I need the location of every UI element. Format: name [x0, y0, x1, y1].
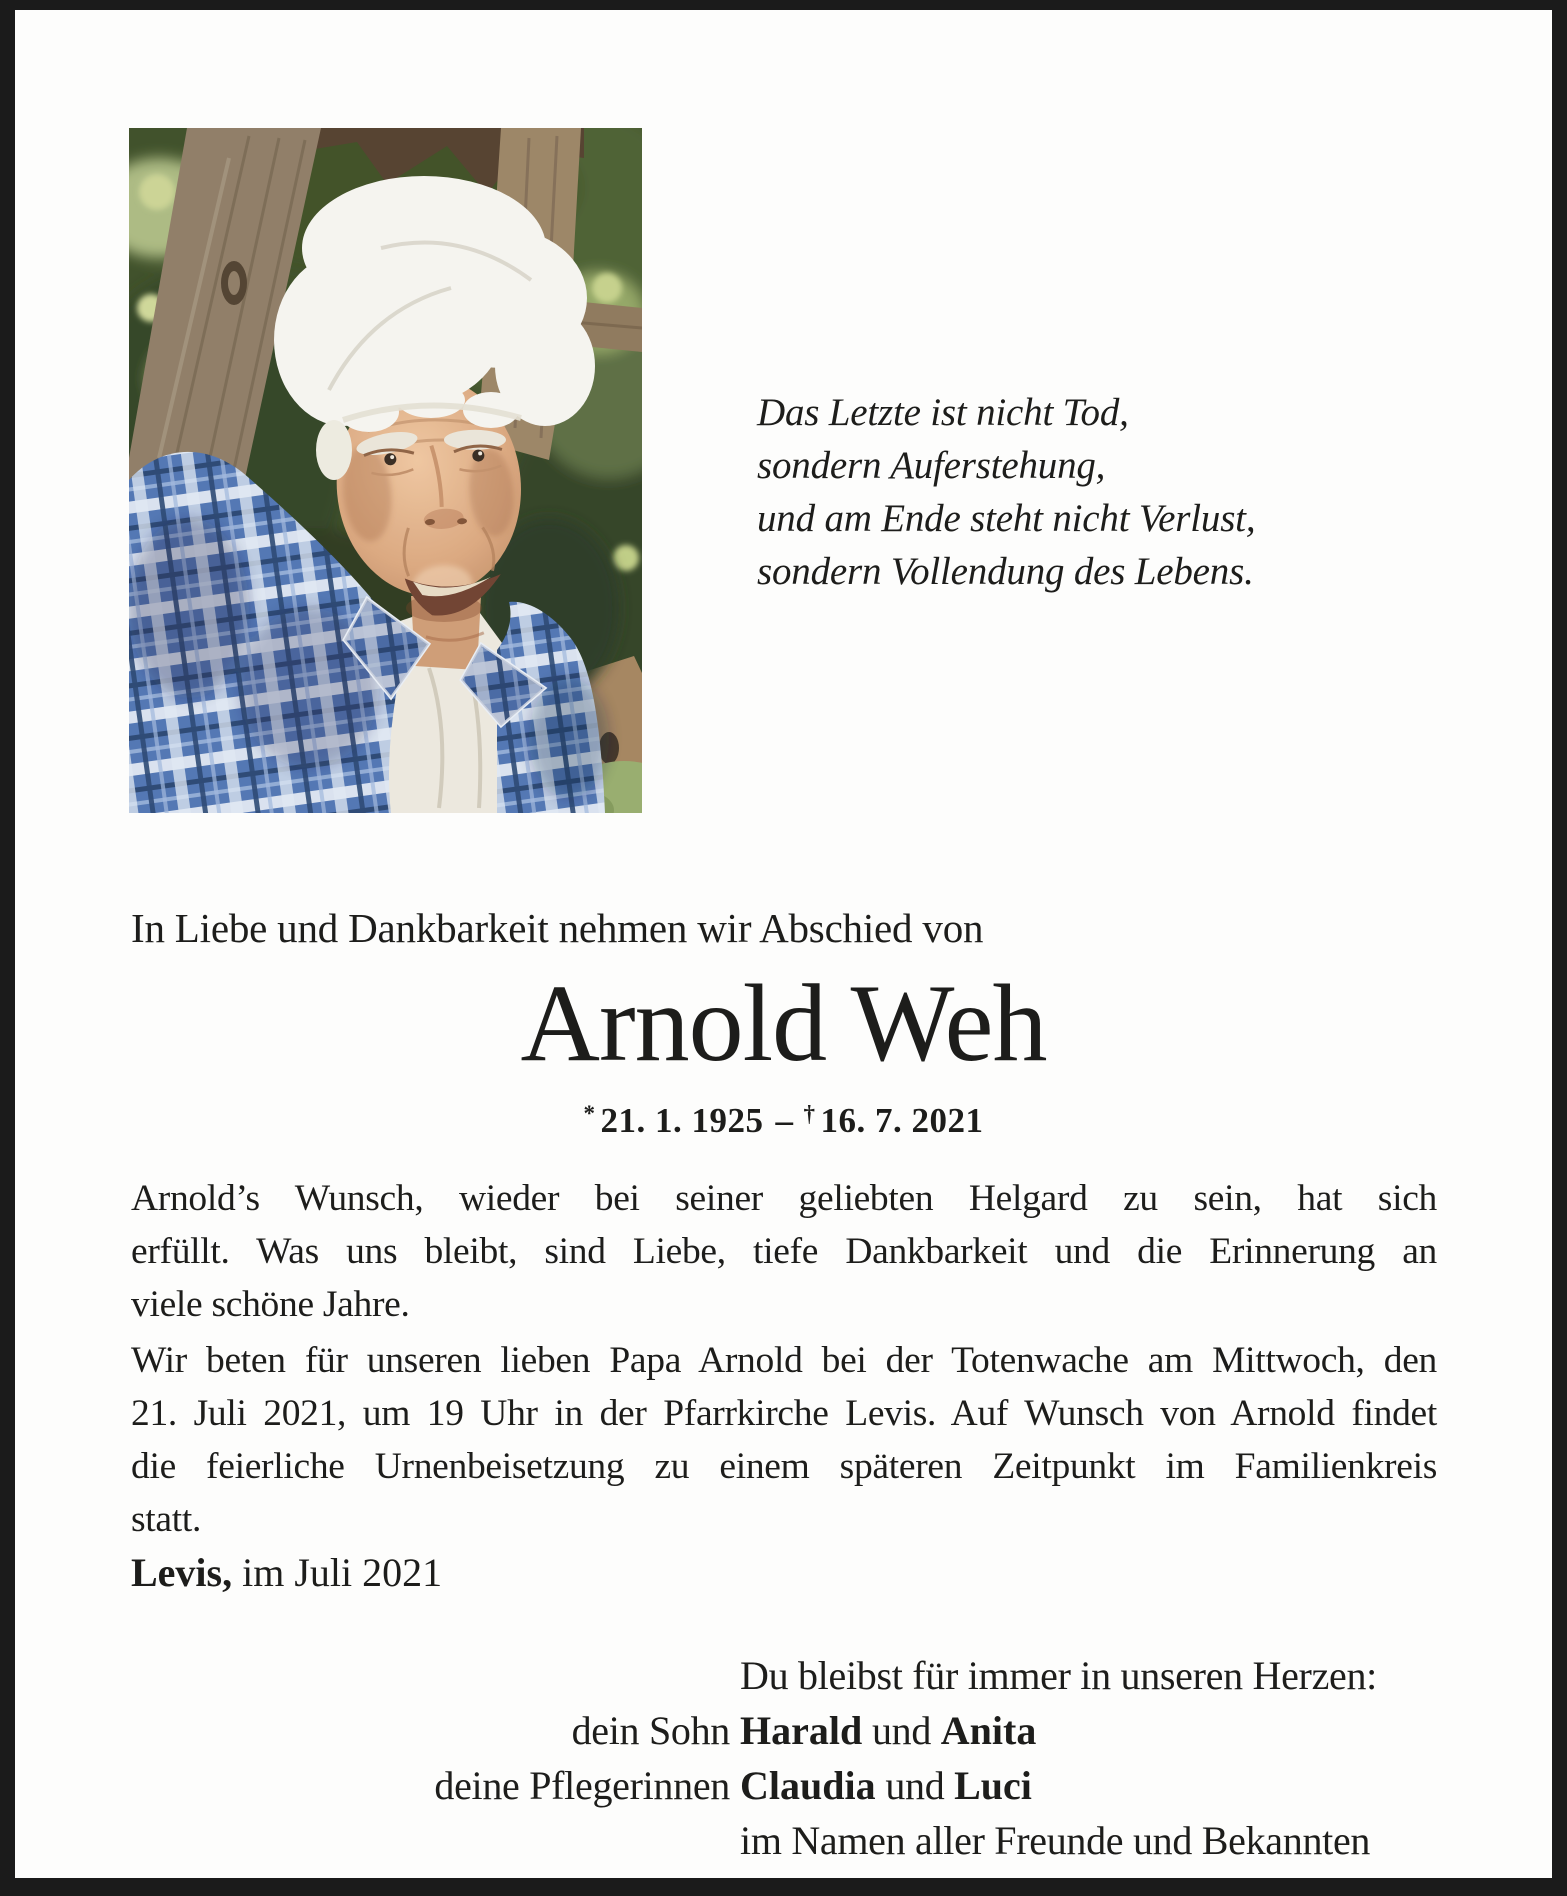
mourner-row: [131, 1758, 1437, 1813]
paragraph-line: erfüllt. Was uns bleibt, sind Liebe, tiefe Dankbarkeit und die Erinnerung an: [131, 1231, 1437, 1272]
quote-line: und am Ende steht nicht Verlust,: [757, 497, 1256, 540]
mourner-name: Luci: [954, 1763, 1032, 1808]
closing-heading-row: [131, 1648, 1437, 1703]
place-name: Levis,: [131, 1550, 233, 1595]
birth-date: 21. 1. 1925: [600, 1101, 764, 1140]
closing-footer-row: [131, 1813, 1437, 1868]
paragraph-line: die feierliche Urnenbeisetzung zu einem späteren Zeitpunkt im Familienkreis: [131, 1446, 1437, 1487]
mourner-row: [131, 1703, 1437, 1758]
closing-label-spacer: [131, 1648, 740, 1703]
conjunction: und: [871, 1708, 932, 1753]
quote-line: sondern Auferstehung,: [757, 444, 1106, 487]
paragraph-line: Wir beten für unseren lieben Papa Arnold bei der Totenwache am Mittwoch, den: [131, 1340, 1437, 1381]
deceased-name: Arnold Weh: [520, 962, 1047, 1084]
quote-line: Das Letzte ist nicht Tod,: [757, 391, 1129, 434]
paragraph-line: viele schöne Jahre.: [131, 1284, 410, 1325]
closing-heading: Du bleibst für immer in unseren Herzen:: [740, 1653, 1377, 1698]
life-dates: [0, 1099, 1567, 1147]
farewell-intro: In Liebe und Dankbarkeit nehmen wir Abschied von: [131, 905, 984, 951]
death-date: 16. 7. 2021: [820, 1101, 984, 1140]
mourner-relation: deine Pflegerinnen: [434, 1763, 730, 1808]
paragraph-line: 21. Juli 2021, um 19 Uhr in der Pfarrkirche Levis. Auf Wunsch von Arnold findet: [131, 1393, 1437, 1434]
paragraph-line: Arnold’s Wunsch, wieder bei seiner geliebten Helgard zu sein, hat sich: [131, 1178, 1437, 1219]
mourner-name: Anita: [940, 1708, 1037, 1753]
birth-symbol: *: [583, 1101, 596, 1126]
mourner-names: [740, 1758, 1437, 1813]
mourners-block: [131, 1648, 1437, 1868]
place-dateline: [131, 1548, 442, 1598]
closing-footer: im Namen aller Freunde und Bekannten: [740, 1818, 1371, 1863]
body-paragraph-service-info: [131, 1334, 1437, 1546]
paragraph-line: statt.: [131, 1499, 202, 1540]
date-separator: –: [775, 1101, 794, 1140]
mourner-name: Claudia: [740, 1763, 876, 1808]
mourner-relation: dein Sohn: [571, 1708, 730, 1753]
mourner-name: Harald: [740, 1708, 863, 1753]
quote-line: sondern Vollendung des Lebens.: [757, 550, 1254, 593]
mourner-names: [740, 1703, 1437, 1758]
portrait-photo: [129, 128, 642, 813]
portrait-svg: [129, 128, 642, 813]
body-paragraph-remembrance: [131, 1172, 1437, 1331]
dateline-date: im Juli 2021: [242, 1550, 443, 1595]
death-symbol: †: [803, 1101, 816, 1126]
memorial-quote: [757, 386, 1377, 598]
closing-label-spacer: [131, 1813, 740, 1868]
conjunction: und: [885, 1763, 945, 1808]
